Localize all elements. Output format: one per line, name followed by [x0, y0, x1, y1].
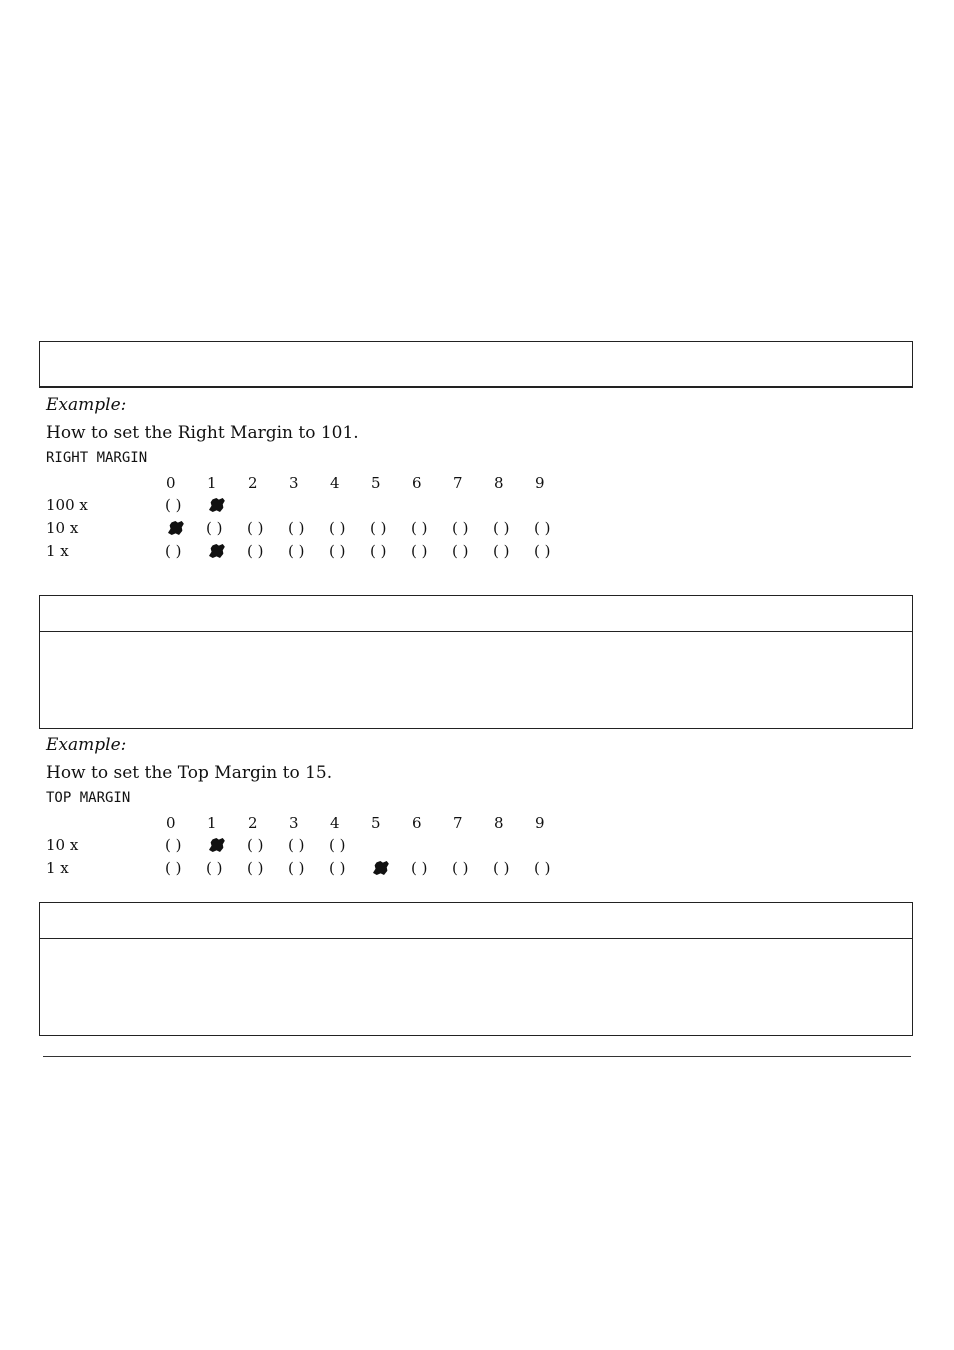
empty-bubble: ( ) [452, 542, 469, 560]
example-description: How to set the Right Margin to 101. [46, 423, 359, 443]
column-digit: 1 [207, 474, 217, 492]
empty-bubble: ( ) [411, 542, 428, 560]
empty-bubble: ( ) [165, 859, 182, 877]
empty-bubble: ( ) [247, 859, 264, 877]
note-box-top [39, 341, 913, 388]
empty-bubble: ( ) [206, 859, 223, 877]
box-divider [40, 631, 912, 632]
column-digit: 8 [494, 474, 504, 492]
empty-bubble: ( ) [288, 836, 305, 854]
row-multiplier-label: 100 x [46, 496, 88, 514]
empty-bubble: ( ) [247, 836, 264, 854]
empty-bubble: ( ) [452, 859, 469, 877]
empty-bubble: ( ) [288, 859, 305, 877]
empty-bubble: ( ) [493, 519, 510, 537]
column-digit: 0 [166, 814, 176, 832]
digit-row [46, 496, 606, 518]
empty-bubble: ( ) [288, 519, 305, 537]
empty-bubble: ( ) [206, 519, 223, 537]
empty-bubble: ( ) [165, 836, 182, 854]
column-digit: 6 [412, 814, 422, 832]
digit-row [46, 859, 606, 881]
digit-row [46, 519, 606, 541]
column-digit: 3 [289, 474, 299, 492]
empty-bubble: ( ) [534, 859, 551, 877]
row-multiplier-label: 10 x [46, 836, 79, 854]
page-footer-rule [43, 1056, 911, 1057]
note-box-bottom [39, 902, 913, 1036]
empty-bubble: ( ) [329, 519, 346, 537]
column-digit: 6 [412, 474, 422, 492]
filled-bubble [206, 496, 236, 516]
setting-title: TOP MARGIN [46, 790, 131, 806]
filled-bubble [370, 859, 400, 879]
column-digit: 1 [207, 814, 217, 832]
filled-bubble [206, 542, 236, 562]
column-digit: 7 [453, 814, 463, 832]
filled-mark-icon [168, 521, 185, 535]
example-label: Example: [46, 395, 127, 415]
empty-bubble: ( ) [370, 519, 387, 537]
example-label: Example: [46, 735, 127, 755]
column-digit: 9 [535, 474, 545, 492]
empty-bubble: ( ) [329, 859, 346, 877]
empty-bubble: ( ) [329, 836, 346, 854]
filled-mark-icon [209, 544, 226, 558]
empty-bubble: ( ) [411, 519, 428, 537]
empty-bubble: ( ) [288, 542, 305, 560]
column-digit: 9 [535, 814, 545, 832]
empty-bubble: ( ) [247, 542, 264, 560]
example-description: How to set the Top Margin to 15. [46, 763, 333, 783]
setting-title: RIGHT MARGIN [46, 450, 148, 466]
column-digit: 4 [330, 474, 340, 492]
column-digit: 8 [494, 814, 504, 832]
filled-mark-icon [209, 838, 226, 852]
note-box-middle [39, 595, 913, 729]
column-digit: 2 [248, 814, 258, 832]
empty-bubble: ( ) [165, 496, 182, 514]
column-digit: 7 [453, 474, 463, 492]
row-multiplier-label: 1 x [46, 542, 69, 560]
column-digit: 3 [289, 814, 299, 832]
row-multiplier-label: 10 x [46, 519, 79, 537]
column-digit: 5 [371, 474, 381, 492]
digit-row [46, 542, 606, 564]
row-multiplier-label: 1 x [46, 859, 69, 877]
column-digit: 4 [330, 814, 340, 832]
filled-mark-icon [373, 861, 390, 875]
empty-bubble: ( ) [534, 519, 551, 537]
empty-bubble: ( ) [534, 542, 551, 560]
box-divider [40, 938, 912, 939]
filled-bubble [206, 836, 236, 856]
empty-bubble: ( ) [370, 542, 387, 560]
column-digit: 5 [371, 814, 381, 832]
empty-bubble: ( ) [165, 542, 182, 560]
filled-mark-icon [209, 498, 226, 512]
empty-bubble: ( ) [247, 519, 264, 537]
filled-bubble [165, 519, 195, 539]
column-digit: 0 [166, 474, 176, 492]
column-digit: 2 [248, 474, 258, 492]
empty-bubble: ( ) [452, 519, 469, 537]
empty-bubble: ( ) [493, 542, 510, 560]
digit-row [46, 836, 606, 858]
empty-bubble: ( ) [329, 542, 346, 560]
empty-bubble: ( ) [411, 859, 428, 877]
empty-bubble: ( ) [493, 859, 510, 877]
